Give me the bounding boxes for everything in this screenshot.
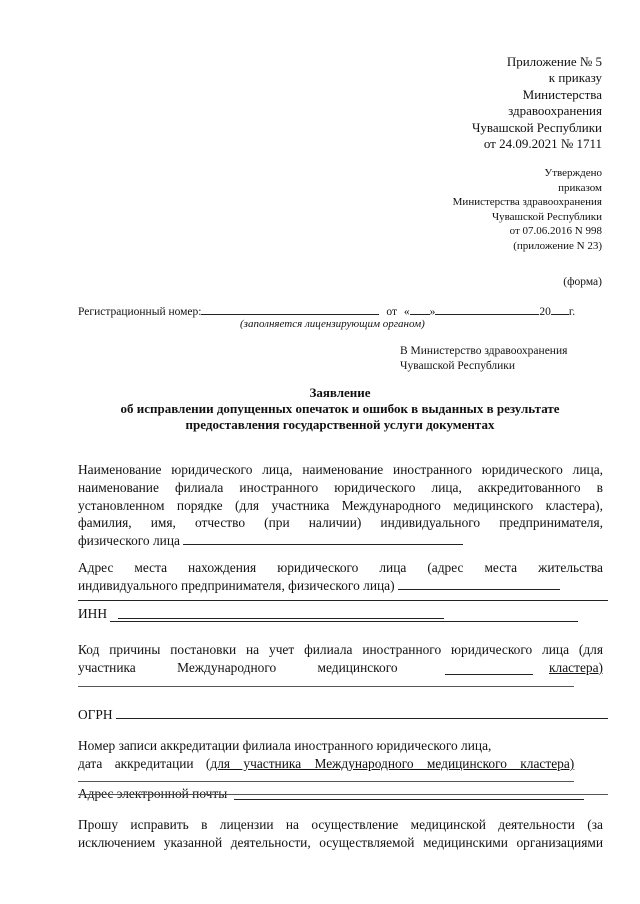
inn-field-underline bbox=[118, 618, 444, 619]
appendix-line: здравоохранения bbox=[508, 103, 602, 119]
address-paragraph bbox=[78, 559, 603, 595]
addressee-line: В Министерство здравоохранения bbox=[400, 345, 568, 357]
title-line: предоставления государственной услуги документах bbox=[185, 417, 495, 432]
request-paragraph bbox=[78, 816, 603, 852]
ogrn-field[interactable] bbox=[116, 718, 608, 719]
address-field-line[interactable] bbox=[78, 600, 608, 601]
email-strike bbox=[78, 794, 608, 795]
approved-line: Министерства здравоохранения bbox=[452, 196, 602, 209]
name-field[interactable] bbox=[183, 533, 463, 545]
quote-open: « bbox=[403, 306, 410, 318]
title-line: об исправлении допущенных опечаток и ошибок в выданных в результате bbox=[120, 401, 560, 416]
appendix-line: от 24.09.2021 № 1711 bbox=[483, 136, 602, 152]
paragraph-line bbox=[78, 641, 603, 659]
registration-number-field[interactable] bbox=[201, 303, 379, 315]
kpp-field-short bbox=[445, 674, 533, 675]
registration-month-field[interactable] bbox=[435, 303, 539, 315]
paragraph-line: Адрес места нахождения юридического лица (адрес места жительства bbox=[78, 560, 603, 575]
addressee-block bbox=[400, 344, 567, 374]
appendix-line: Чувашской Республики bbox=[471, 119, 602, 135]
name-last-line-label: физического лица bbox=[78, 533, 180, 549]
approved-block bbox=[453, 166, 602, 254]
appendix-block bbox=[472, 54, 602, 152]
appendix-line: Министерства bbox=[522, 86, 602, 102]
kpp-line2-a: участника Международного медицинского bbox=[78, 659, 398, 675]
paragraph-line bbox=[78, 577, 603, 595]
form-label: (форма) bbox=[563, 276, 602, 288]
accr-line2-a: дата аккредитации ( bbox=[78, 755, 211, 771]
addressee-line: Чувашской Республики bbox=[400, 360, 516, 372]
registration-day-field[interactable] bbox=[410, 303, 430, 315]
appendix-line: к приказу bbox=[548, 70, 602, 86]
paragraph-line: исключением указанной деятельности, осуществляемой медицинскими организациями bbox=[78, 834, 603, 850]
inn-label: ИНН bbox=[78, 606, 108, 621]
document-title bbox=[70, 385, 610, 433]
accreditation-field[interactable] bbox=[78, 781, 574, 782]
registration-year-field[interactable] bbox=[551, 303, 569, 315]
ogrn-label: ОГРН bbox=[78, 707, 113, 722]
title-line: Заявление bbox=[309, 385, 371, 400]
paragraph-line: установленном порядке (для участника Международного медицинского кластера), bbox=[78, 497, 603, 513]
ogrn-row bbox=[78, 707, 113, 723]
appendix-line: Приложение № 5 bbox=[506, 54, 602, 69]
registration-from: от bbox=[386, 306, 397, 318]
approved-line: (приложение N 23) bbox=[513, 239, 602, 252]
approved-line: от 07.06.2016 N 998 bbox=[509, 225, 602, 238]
kpp-line2-b: кластера) bbox=[549, 659, 603, 675]
kpp-line1: Код причины постановки на учет филиала иностранного юридического лица (для bbox=[78, 642, 603, 657]
registration-row bbox=[78, 303, 575, 318]
registration-label: Регистрационный номер: bbox=[78, 306, 202, 318]
kpp-paragraph bbox=[78, 641, 603, 677]
approved-line: приказом bbox=[558, 181, 602, 194]
inn-row bbox=[78, 606, 107, 622]
approved-line: Чувашской Республики bbox=[491, 210, 602, 223]
paragraph-line: наименование филиала иностранного юридического лица, аккредитованного в bbox=[78, 479, 603, 495]
kpp-field[interactable] bbox=[78, 686, 574, 687]
address-last-line-label: индивидуального предпринимателя, физического лица) bbox=[78, 577, 395, 593]
accr-line2-b: для участника Международного медицинского кластера) bbox=[210, 755, 575, 771]
email-field[interactable] bbox=[234, 799, 584, 800]
approved-line: Утверждено bbox=[544, 167, 602, 179]
paragraph-line bbox=[78, 755, 603, 773]
inn-field[interactable] bbox=[110, 621, 578, 622]
accreditation-paragraph bbox=[78, 737, 603, 773]
paragraph-line bbox=[78, 532, 603, 550]
quote-close: » bbox=[429, 306, 436, 318]
registration-note: (заполняется лицензирующим органом) bbox=[240, 318, 425, 330]
paragraph-line: фамилия, имя, отчество (при наличии) индивидуального предпринимателя, bbox=[78, 515, 603, 531]
name-paragraph bbox=[78, 461, 603, 550]
paragraph-line: Прошу исправить в лицензии на осуществление медицинской деятельности (за bbox=[78, 817, 603, 832]
year-suffix: г. bbox=[568, 306, 576, 318]
paragraph-line: Наименование юридического лица, наименование иностранного юридического лица, bbox=[78, 462, 603, 477]
accr-line1: Номер записи аккредитации филиала иностранного юридического лица, bbox=[78, 738, 492, 753]
year-prefix: 20 bbox=[539, 306, 551, 318]
address-field[interactable] bbox=[398, 578, 560, 590]
email-label: Адрес электронной почты bbox=[78, 786, 228, 801]
